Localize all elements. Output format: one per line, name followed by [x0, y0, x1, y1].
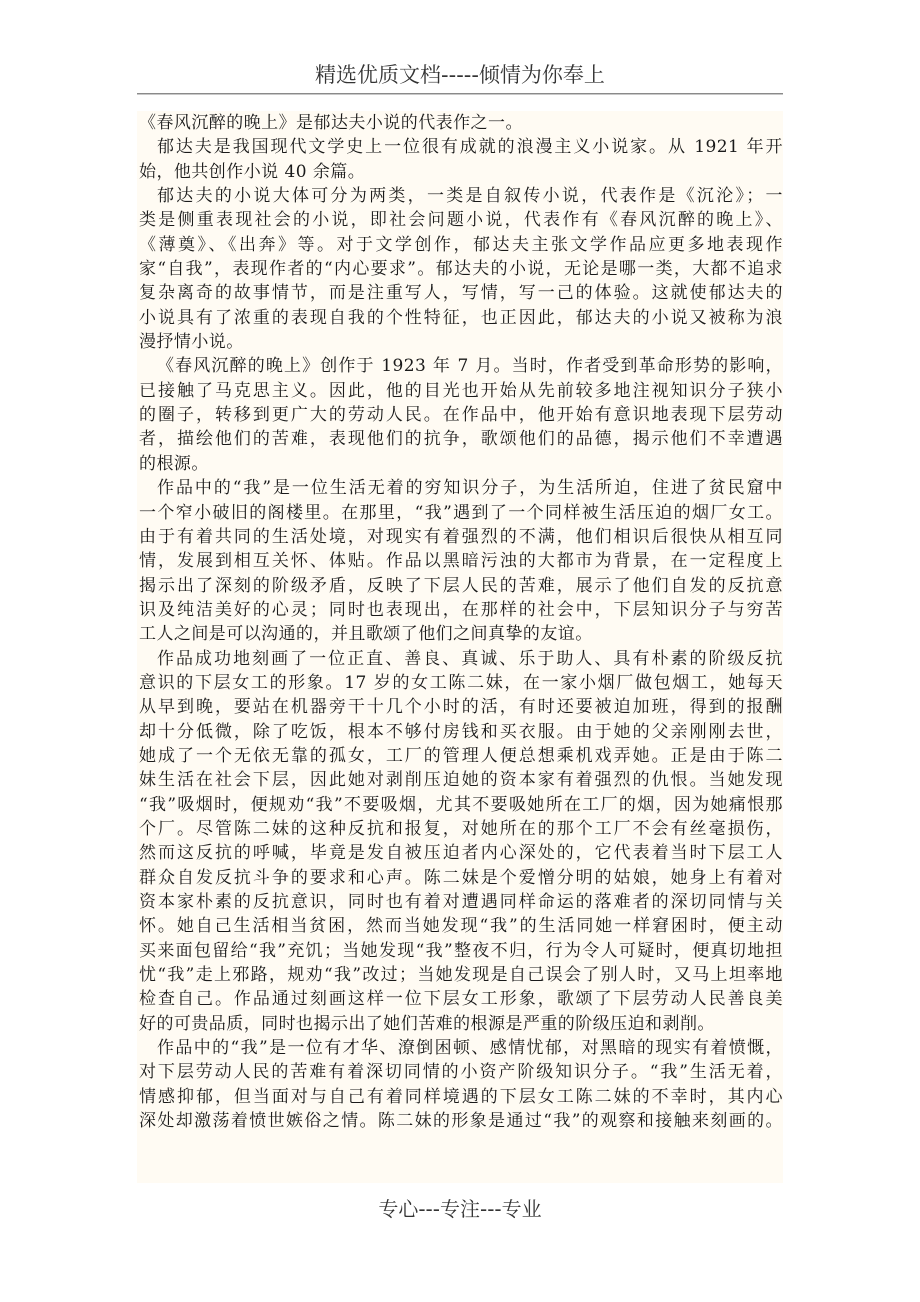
text-line: 揭示出了深刻的阶级矛盾，反映了下层人民的苦难，展示了他们自发的反抗意	[139, 575, 783, 596]
text-line: 检查自己。作品通过刻画这样一位下层女工形象，歌颂了下层劳动人民善良美	[139, 989, 783, 1010]
text-line: 小说具有了浓重的表现自我的个性特征，也正因此，郁达夫的小说又被称为浪	[139, 307, 783, 328]
text-line: 《春风沉醉的晚上》是郁达夫小说的代表作之一。	[139, 113, 523, 133]
document-body	[137, 111, 783, 1183]
text-line: 家“自我”，表现作者的“内心要求”。郁达夫的小说，无论是哪一类，大都不追求	[139, 259, 783, 280]
text-line: 群众自发反抗斗争的要求和心声。陈二妹是个爱憎分明的姑娘，她身上有着对	[139, 867, 783, 888]
text-line: 者，描绘他们的苦难，表现他们的抗争，歌颂他们的品德，揭示他们不幸遭遇	[139, 429, 783, 450]
text-line: 意识的下层女工的形象。17 岁的女工陈二妹，在一家小烟厂做包烟工，她每天	[139, 672, 783, 693]
page-footer-text: 专心---专注---专业	[378, 1197, 542, 1221]
page-header-title: 精选优质文档-----倾情为你奉上	[315, 63, 605, 87]
text-line: 买来面包留给“我”充饥；当她发现“我”整夜不归，行为令人可疑时，便真切地担	[139, 940, 783, 961]
text-line: 资本家朴素的反抗意识，同时也有着对遭遇同样命运的落难者的深切同情与关	[139, 892, 783, 912]
text-line: 作品中的“我”是一位生活无着的穷知识分子，为生活所迫，住进了贫民窟中	[157, 478, 783, 499]
text-line: 怀。她自己生活相当贫困，然而当她发现“我”的生活同她一样窘困时，便主动	[139, 916, 783, 937]
text-line: 的根源。	[139, 453, 209, 474]
text-line: 然而这反抗的呼喊，毕竟是发自被压迫者内心深处的，它代表着当时下层工人	[139, 843, 783, 864]
text-line: 情，发展到相互关怀、体贴。作品以黑暗污浊的大都市为背景，在一定程度上	[139, 551, 783, 572]
text-line: 郁达夫的小说大体可分为两类，一类是自叙传小说，代表作是《沉沦》；一	[157, 186, 783, 207]
text-line: 的圈子，转移到更广大的劳动人民。在作品中，他开始有意识地表现下层劳动	[139, 405, 783, 426]
text-line: 《春风沉醉的晚上》创作于 1923 年 7 月。当时，作者受到革命形势的影响，	[157, 356, 783, 377]
text-line: 忧“我”走上邪路，规劝“我”改过；当她发现是自己误会了别人时，又马上坦率地	[139, 965, 783, 986]
text-line: 情感抑郁，但当面对与自己有着同样境遇的下层女工陈二妹的不幸时，其内心	[139, 1086, 783, 1107]
text-line: 复杂离奇的故事情节，而是注重写人，写情，写一己的体验。这就使郁达夫的	[139, 283, 783, 304]
text-line: 由于有着共同的生活处境，对现实有着强烈的不满，他们相识后很快从相互同	[139, 526, 783, 547]
header-divider	[137, 93, 783, 95]
text-line: 深处却激荡着愤世嫉俗之情。陈二妹的形象是通过“我”的观察和接触来刻画的。	[139, 1111, 783, 1132]
text-line: 好的可贵品质，同时也揭示出了她们苦难的根源是严重的阶级压迫和剥削。	[139, 1013, 715, 1034]
text-line: 郁达夫是我国现代文学史上一位很有成就的浪漫主义小说家。从 1921 年开	[157, 137, 783, 158]
text-line: 作品中的“我”是一位有才华、潦倒困顿、感情忧郁，对黑暗的现实有着愤慨，	[157, 1038, 783, 1059]
text-line: 一个窄小破旧的阁楼里。在那里，“我”遇到了一个同样被生活压迫的烟厂女工。	[139, 502, 783, 523]
text-line: 《薄奠》、《出奔》等。对于文学创作，郁达夫主张文学作品应更多地表现作	[139, 234, 783, 255]
text-line: 她成了一个无依无靠的孤女，工厂的管理人便总想乘机戏弄她。正是由于陈二	[139, 745, 783, 766]
text-line: 工人之间是可以沟通的，并且歌颂了他们之间真挚的友谊。	[139, 624, 593, 645]
text-line: 类是侧重表现社会的小说，即社会问题小说，代表作有《春风沉醉的晚上》、	[139, 210, 783, 231]
text-line: 却十分低微，除了吃饭，根本不够付房钱和买衣服。由于她的父亲刚刚去世，	[139, 721, 783, 742]
text-line: 识及纯洁美好的心灵；同时也表现出，在那样的社会中，下层知识分子与穷苦	[139, 599, 783, 620]
text-line: 漫抒情小说。	[139, 332, 244, 353]
text-line: 从早到晚，要站在机器旁干十几个小时的活，有时还要被迫加班，得到的报酬	[139, 697, 783, 718]
text-line: 已接触了马克思主义。因此，他的目光也开始从先前较多地注视知识分子狭小	[139, 380, 783, 401]
text-line: 个厂。尽管陈二妹的这种反抗和报复，对她所在的那个工厂不会有丝毫损伤，	[139, 818, 783, 839]
text-line: 对下层劳动人民的苦难有着深切同情的小资产阶级知识分子。“我”生活无着，	[139, 1062, 783, 1083]
text-line: “我”吸烟时，便规劝“我”不要吸烟，尤其不要吸她所在工厂的烟，因为她痛恨那	[139, 794, 783, 815]
text-line: 始，他共创作小说 40 余篇。	[139, 161, 366, 182]
text-line: 妹生活在社会下层，因此她对剥削压迫她的资本家有着强烈的仇恨。当她发现	[139, 770, 783, 791]
text-line: 作品成功地刻画了一位正直、善良、真诚、乐于助人、具有朴素的阶级反抗	[157, 648, 783, 669]
